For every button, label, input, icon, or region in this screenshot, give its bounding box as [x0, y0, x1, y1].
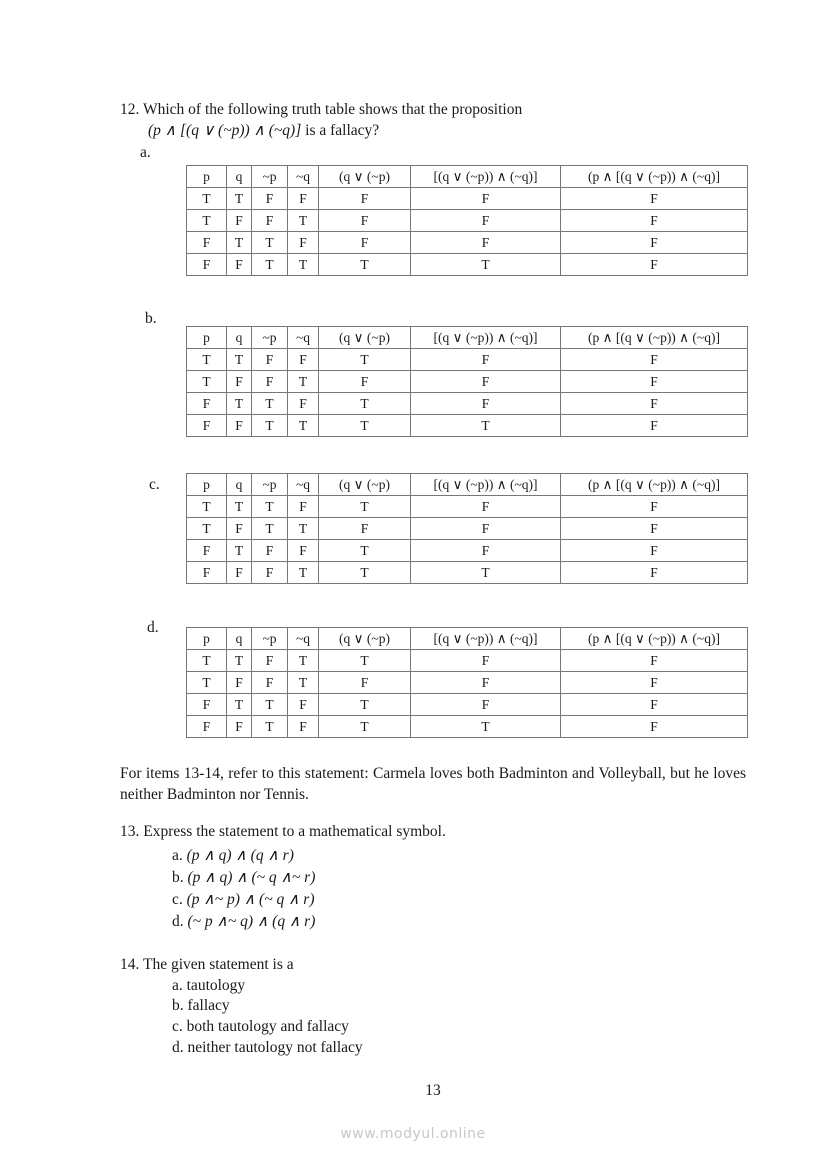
- table-cell: F: [288, 349, 319, 371]
- table-cell: T: [252, 518, 288, 540]
- table-cell: F: [561, 393, 748, 415]
- table-cell: T: [227, 188, 252, 210]
- option-label: d.: [172, 913, 184, 930]
- table-cell: F: [319, 371, 411, 393]
- table-cell: F: [187, 415, 227, 437]
- table-cell: T: [252, 393, 288, 415]
- table-cell: F: [561, 562, 748, 584]
- column-header: ~p: [252, 474, 288, 496]
- table-cell: F: [288, 496, 319, 518]
- table-cell: F: [227, 716, 252, 738]
- table-cell: T: [411, 254, 561, 276]
- intro-statement: For items 13-14, refer to this statement: Carmela loves both Badminton and Volleyball, but he loves neither Badminton nor Tennis.: [120, 765, 746, 803]
- table-cell: F: [561, 210, 748, 232]
- table-row: [187, 496, 748, 518]
- table-cell: F: [561, 371, 748, 393]
- table-cell: F: [561, 254, 748, 276]
- table-row: [187, 232, 748, 254]
- table-row: [187, 371, 748, 393]
- table-cell: F: [319, 210, 411, 232]
- header-row: [187, 327, 748, 349]
- table-cell: T: [288, 254, 319, 276]
- table-cell: F: [288, 188, 319, 210]
- question-13: 13. Express the statement to a mathematical symbol.: [120, 823, 446, 840]
- table-cell: F: [561, 415, 748, 437]
- table-cell: F: [561, 232, 748, 254]
- table-cell: T: [411, 562, 561, 584]
- table-cell: F: [227, 415, 252, 437]
- column-header: (q ∨ (~p): [319, 166, 411, 188]
- table-cell: F: [319, 232, 411, 254]
- table-cell: F: [288, 694, 319, 716]
- table-cell: F: [252, 562, 288, 584]
- table-cell: F: [411, 496, 561, 518]
- option-formula: (p ∧~ p) ∧ (~ q ∧ r): [186, 891, 315, 908]
- table-cell: F: [288, 540, 319, 562]
- table-row: [187, 562, 748, 584]
- column-header: (q ∨ (~p): [319, 327, 411, 349]
- table-cell: F: [411, 650, 561, 672]
- column-header: (q ∨ (~p): [319, 628, 411, 650]
- proposition-suffix: is a fallacy?: [301, 122, 380, 139]
- column-header: ~q: [288, 628, 319, 650]
- table-cell: T: [288, 672, 319, 694]
- column-header: [(q ∨ (~p)) ∧ (~q)]: [411, 166, 561, 188]
- table-cell: T: [187, 188, 227, 210]
- table-cell: F: [252, 540, 288, 562]
- table-cell: F: [252, 650, 288, 672]
- q14-option-d: d. neither tautology not fallacy: [172, 1039, 363, 1056]
- table-cell: F: [187, 716, 227, 738]
- table-cell: F: [227, 562, 252, 584]
- table-cell: T: [187, 496, 227, 518]
- option-formula: (p ∧ q) ∧ (~ q ∧~ r): [187, 869, 316, 886]
- column-header: p: [187, 327, 227, 349]
- table-row: [187, 393, 748, 415]
- table-cell: T: [252, 716, 288, 738]
- truth-table-b: [186, 326, 748, 437]
- table-cell: F: [252, 188, 288, 210]
- table-cell: T: [288, 518, 319, 540]
- column-header: q: [227, 628, 252, 650]
- table-cell: F: [187, 232, 227, 254]
- table-cell: F: [288, 232, 319, 254]
- table-cell: T: [319, 349, 411, 371]
- table-cell: F: [411, 540, 561, 562]
- table-cell: F: [561, 716, 748, 738]
- watermark: www.modyul.online: [340, 1126, 486, 1142]
- proposition-formula: (p ∧ [(q ∨ (~p)) ∧ (~q)]: [148, 122, 302, 139]
- column-header: (q ∨ (~p): [319, 474, 411, 496]
- table-cell: T: [319, 562, 411, 584]
- table-cell: T: [319, 650, 411, 672]
- table-cell: F: [411, 188, 561, 210]
- header-row: [187, 628, 748, 650]
- table-cell: F: [411, 371, 561, 393]
- table-cell: F: [288, 716, 319, 738]
- table-cell: F: [411, 210, 561, 232]
- table-cell: F: [561, 349, 748, 371]
- page-number: 13: [425, 1082, 441, 1099]
- truth-table-c: [186, 473, 748, 584]
- table-cell: T: [319, 393, 411, 415]
- table-cell: T: [288, 210, 319, 232]
- table-cell: T: [227, 694, 252, 716]
- table-cell: F: [319, 518, 411, 540]
- table-cell: F: [561, 188, 748, 210]
- truth-table-d: [186, 627, 748, 738]
- table-cell: F: [227, 518, 252, 540]
- table-row: [187, 716, 748, 738]
- table-cell: T: [411, 716, 561, 738]
- column-header: (p ∧ [(q ∨ (~p)) ∧ (~q)]: [561, 327, 748, 349]
- table-cell: T: [252, 496, 288, 518]
- table-cell: T: [319, 254, 411, 276]
- table-cell: T: [411, 415, 561, 437]
- q13-option-b: [172, 869, 315, 887]
- truth-table-a: [186, 165, 748, 276]
- option-c-label: c.: [149, 476, 160, 493]
- column-header: q: [227, 474, 252, 496]
- table-cell: F: [561, 694, 748, 716]
- table-row: [187, 518, 748, 540]
- column-header: [(q ∨ (~p)) ∧ (~q)]: [411, 628, 561, 650]
- table-row: [187, 672, 748, 694]
- table-cell: T: [187, 210, 227, 232]
- column-header: p: [187, 166, 227, 188]
- table-cell: F: [227, 672, 252, 694]
- option-formula: (~ p ∧~ q) ∧ (q ∧ r): [187, 913, 316, 930]
- table-cell: T: [252, 694, 288, 716]
- column-header: (p ∧ [(q ∨ (~p)) ∧ (~q)]: [561, 166, 748, 188]
- table-cell: T: [288, 371, 319, 393]
- q14-option-a: a. tautology: [172, 977, 246, 994]
- table-cell: F: [187, 540, 227, 562]
- table-cell: F: [187, 562, 227, 584]
- q14-option-b: b. fallacy: [172, 997, 230, 1014]
- column-header: ~p: [252, 327, 288, 349]
- column-header: [(q ∨ (~p)) ∧ (~q)]: [411, 474, 561, 496]
- table-cell: F: [252, 349, 288, 371]
- question-12: 12. Which of the following truth table shows that the proposition: [120, 101, 523, 118]
- table-cell: T: [319, 496, 411, 518]
- table-cell: F: [411, 672, 561, 694]
- table-cell: F: [411, 349, 561, 371]
- table-cell: F: [227, 371, 252, 393]
- table-cell: F: [187, 254, 227, 276]
- q13-option-a: [172, 847, 294, 865]
- table-cell: T: [319, 694, 411, 716]
- column-header: p: [187, 628, 227, 650]
- table-cell: F: [561, 672, 748, 694]
- column-header: p: [187, 474, 227, 496]
- option-a-label: a.: [140, 144, 151, 161]
- table-cell: T: [319, 716, 411, 738]
- option-label: a.: [172, 847, 183, 864]
- header-row: [187, 166, 748, 188]
- table-cell: T: [227, 496, 252, 518]
- table-cell: F: [411, 694, 561, 716]
- table-cell: F: [252, 371, 288, 393]
- table-cell: T: [288, 562, 319, 584]
- table-cell: T: [288, 415, 319, 437]
- table-cell: F: [252, 210, 288, 232]
- table-cell: T: [288, 650, 319, 672]
- option-d-label: d.: [147, 619, 159, 636]
- option-b-label: b.: [145, 310, 157, 327]
- table-cell: T: [187, 672, 227, 694]
- table-cell: F: [561, 518, 748, 540]
- table-cell: F: [411, 393, 561, 415]
- table-cell: T: [187, 518, 227, 540]
- question-14: 14. The given statement is a: [120, 956, 294, 973]
- table-cell: T: [187, 349, 227, 371]
- table-cell: F: [319, 672, 411, 694]
- table-cell: F: [227, 210, 252, 232]
- table-cell: T: [227, 393, 252, 415]
- column-header: ~q: [288, 474, 319, 496]
- table-cell: T: [187, 650, 227, 672]
- table-cell: T: [252, 415, 288, 437]
- column-header: (p ∧ [(q ∨ (~p)) ∧ (~q)]: [561, 474, 748, 496]
- table-cell: F: [252, 672, 288, 694]
- option-formula: (p ∧ q) ∧ (q ∧ r): [186, 847, 294, 864]
- table-row: [187, 254, 748, 276]
- table-cell: F: [411, 232, 561, 254]
- table-cell: F: [187, 393, 227, 415]
- table-row: [187, 188, 748, 210]
- table-cell: F: [227, 254, 252, 276]
- column-header: ~q: [288, 166, 319, 188]
- table-cell: T: [187, 371, 227, 393]
- option-label: b.: [172, 869, 184, 886]
- table-cell: F: [561, 650, 748, 672]
- question-12-proposition: [148, 122, 379, 140]
- table-cell: F: [561, 496, 748, 518]
- table-cell: T: [227, 349, 252, 371]
- q13-option-d: [172, 913, 315, 931]
- table-row: [187, 210, 748, 232]
- table-cell: F: [561, 540, 748, 562]
- table-cell: T: [227, 540, 252, 562]
- table-row: [187, 415, 748, 437]
- table-cell: T: [319, 415, 411, 437]
- column-header: ~p: [252, 166, 288, 188]
- table-cell: F: [411, 518, 561, 540]
- column-header: (p ∧ [(q ∨ (~p)) ∧ (~q)]: [561, 628, 748, 650]
- table-row: [187, 540, 748, 562]
- table-cell: F: [319, 188, 411, 210]
- table-row: [187, 650, 748, 672]
- option-label: c.: [172, 891, 183, 908]
- column-header: q: [227, 327, 252, 349]
- table-cell: F: [288, 393, 319, 415]
- table-cell: T: [227, 650, 252, 672]
- table-cell: T: [252, 254, 288, 276]
- table-row: [187, 349, 748, 371]
- column-header: [(q ∨ (~p)) ∧ (~q)]: [411, 327, 561, 349]
- table-cell: T: [319, 540, 411, 562]
- q13-option-c: [172, 891, 315, 909]
- column-header: q: [227, 166, 252, 188]
- table-cell: F: [187, 694, 227, 716]
- q14-option-c: c. both tautology and fallacy: [172, 1018, 349, 1035]
- column-header: ~q: [288, 327, 319, 349]
- table-cell: T: [227, 232, 252, 254]
- header-row: [187, 474, 748, 496]
- table-cell: T: [252, 232, 288, 254]
- column-header: ~p: [252, 628, 288, 650]
- table-row: [187, 694, 748, 716]
